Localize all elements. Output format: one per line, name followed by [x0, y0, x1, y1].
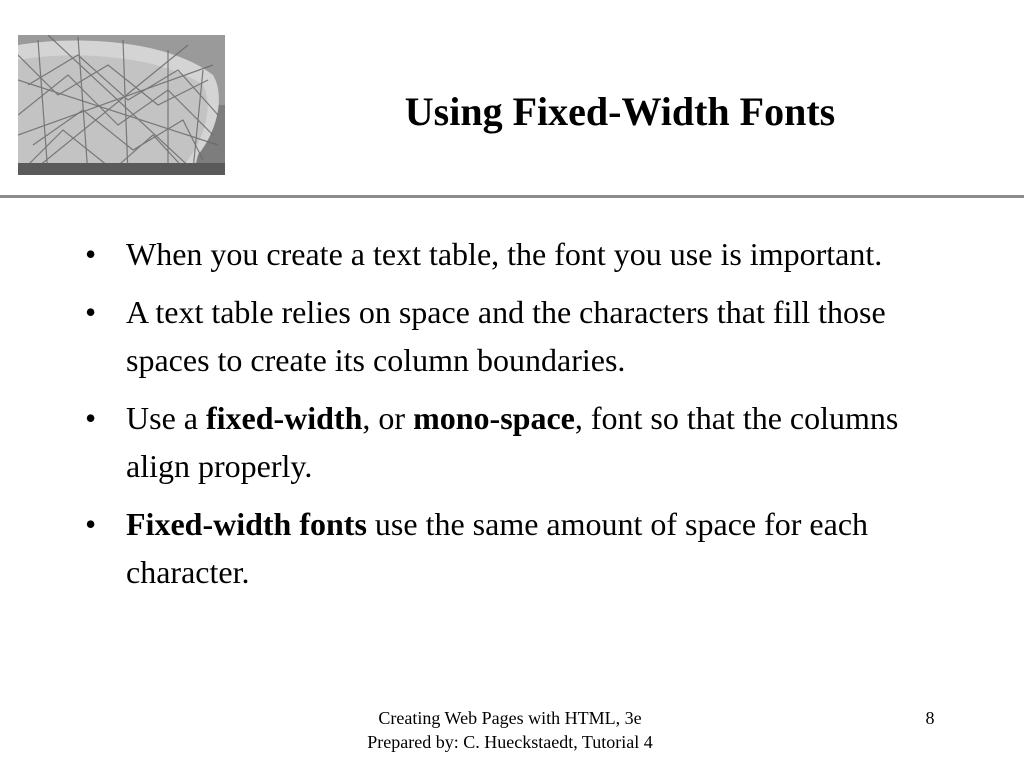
bullet-glyph: • [85, 294, 97, 330]
telescope-dish-photo-icon [18, 35, 225, 175]
bullet-bold-term: Fixed-width fonts [126, 506, 367, 542]
bullet-bold-term: mono-space [413, 400, 575, 436]
bullet-text [126, 400, 898, 484]
bullet-text-run: use the same amount of space for each character. [126, 506, 869, 590]
footer-course-title: Creating Web Pages with HTML, 3e [378, 708, 642, 728]
bullet-item-3 [85, 394, 945, 490]
bullet-item-4 [85, 500, 945, 596]
bullet-glyph: • [85, 400, 97, 436]
title-divider [0, 195, 1024, 198]
bullet-list [85, 230, 945, 606]
telescope-dish-image [18, 35, 225, 175]
bullet-text-run: Use a [126, 400, 206, 436]
bullet-glyph: • [85, 506, 97, 542]
slide-title: Using Fixed-Width Fonts [404, 89, 836, 134]
bullet-item-2 [85, 288, 945, 384]
bullet-bold-term: fixed-width [205, 400, 363, 436]
bullet-glyph: • [85, 236, 97, 272]
bullet-text-run: , or [362, 400, 414, 436]
bullet-item-1 [85, 230, 945, 278]
page-number: 8 [925, 708, 935, 728]
bullet-text [126, 506, 868, 590]
bullet-text: A text table relies on space and the characters that fill those spaces to create its column boundaries. [126, 294, 886, 378]
footer-prepared-by: Prepared by: C. Hueckstaedt, Tutorial 4 [367, 732, 653, 752]
bullet-text: When you create a text table, the font you use is important. [126, 236, 883, 272]
bullet-text-run: , font so that the columns align properly. [126, 400, 899, 484]
footer [300, 706, 720, 754]
